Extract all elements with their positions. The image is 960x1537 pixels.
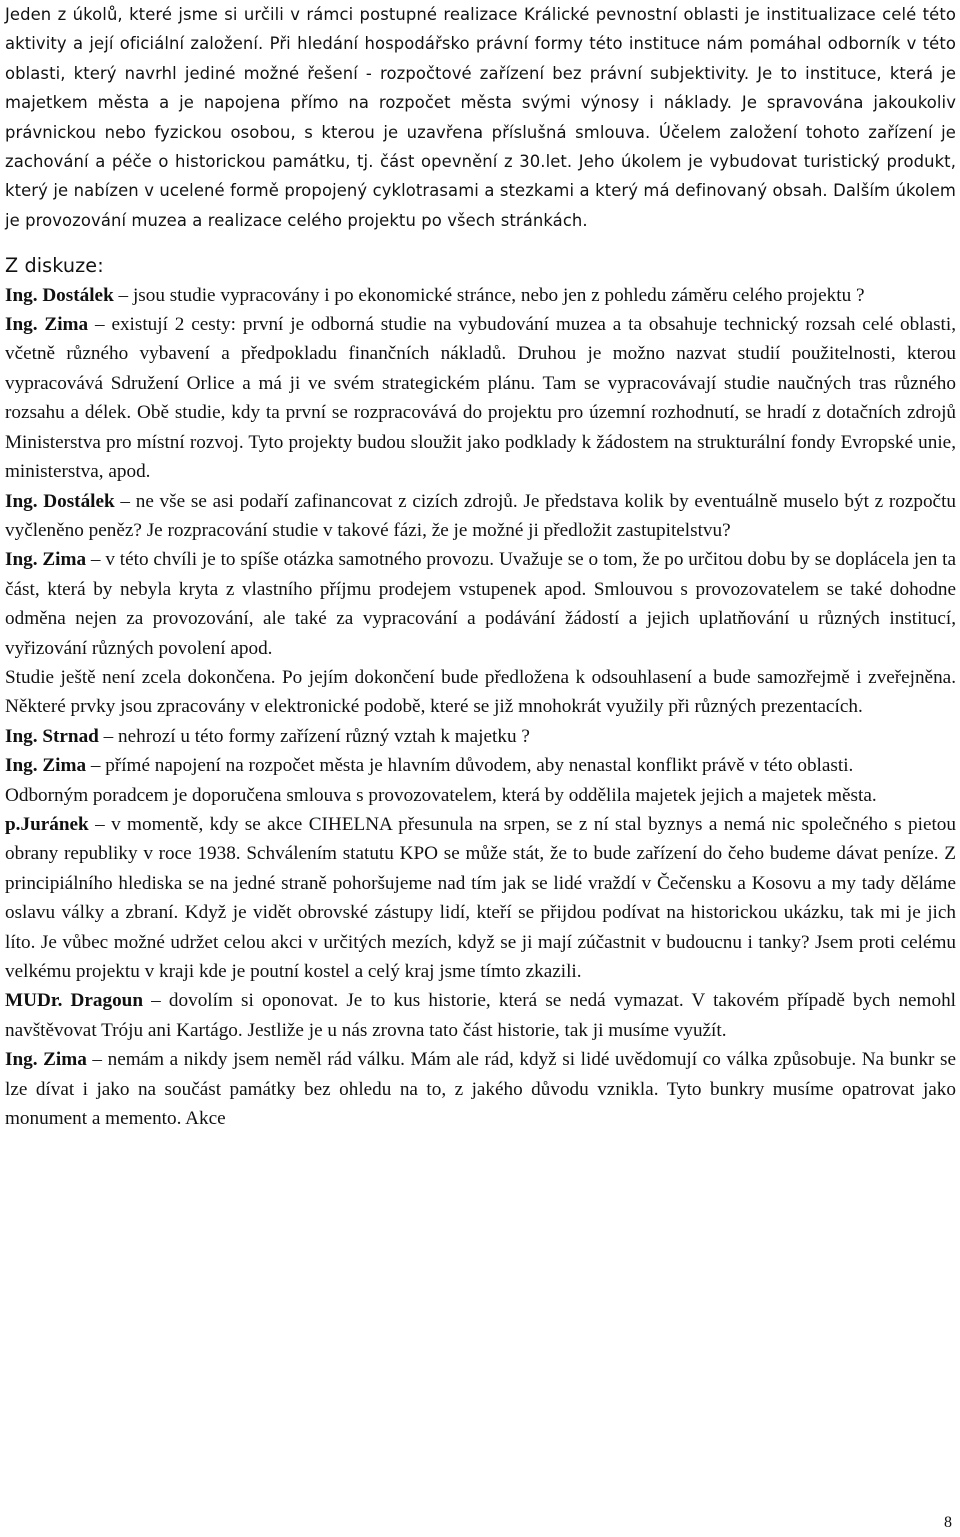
page-number: 8 [944, 1514, 952, 1531]
speaker-name: Juránek [20, 813, 89, 835]
discussion-entry [5, 281, 956, 310]
document-page [5, 0, 956, 1133]
entry-text: – v momentě, kdy se akce CIHELNA přesunula na srpen, se z ní stal byznys a nemá nic společného s pietou obrany republiky v roce 1938. Schválením statutu KPO se může stát, že to bude zařízení do čeho budeme dávat peníze. Z principiálního hlediska se na jedné straně pohoršujeme nad tím jak se lidé vraždí v Čečensku a Kosovu a my tady děláme oslavu války a zbraní. Když je vidět obrovské zástupy lidí, kteří se přijdou podívat na historickou ukázku, tak mi je jich líto. Je vůbec možné udržet celou akci v určitých mezích, když se ji mají zúčastnit v budoucnu i tanky? Jsem proti celému velkému projektu v kraji kde je poutní kostel a celý kraj jsme tímto zkazili. [5, 813, 956, 982]
intro-sentence-1: Jeden z úkolů, které jsme si určili v rámci postupné realizace Králické pevnostní oblasti je institualizace celé této aktivity a její oficiální založení. [5, 5, 956, 54]
entry-text: – existují 2 cesty: první je odborná studie na vybudování muzea a ta obsahuje technický rozsah celé oblasti, včetně různého vybavení a předpokladu finančních nákladů. Druhou je možno nazvat studií použitelnosti, kterou vypracovává Sdružení Orlice a má ji ve svém strategickém plánu. Tam se vypracovávají studie naučných tras různého rozsahu a délek. Obě studie, kdy ta první se rozpracovává do projektu pro územní rozhodnutí, se hradí z dotačních zdrojů Ministerstva pro místní rozvoj. Tyto projekty budou sloužit jako podklady k žádostem na strukturální fondy Evropské unie, ministerstva, apod. [5, 314, 957, 483]
entry-text: – v této chvíli je to spíše otázka samotného provozu. Uvažuje se o tom, že po určitou dobu by se doplácela jen ta část, která by nebyla kryta z vlastního příjmu prodejem vstupenek apod. Smlouvou s provozovatelem se také dohodne odměna nejen za provozování, ale také za vypracování a podávání žádostí a jejich uplatňování u různých institucí, vyřizování různých povolení apod. [5, 549, 957, 659]
speaker-name: Dostálek [42, 284, 114, 306]
discussion-entry [5, 487, 956, 546]
speaker-name: Strnad [42, 725, 99, 747]
intro-sentence-2: Při hledání hospodářsko právní formy této instituce nám pomáhal odborník v této oblasti, který navrhl jediné možné řešení - rozpočtové zařízení bez právní subjektivity. [5, 34, 957, 83]
intro-paragraph [5, 0, 956, 235]
entry-text: – ne vše se asi podaří zafinancovat z cizích zdrojů. Je představa kolik by eventuálně muselo být z rozpočtu vyčleněno peněz? Je rozpracování studie v takové fázi, že je možné ji předložit zastupitelstvu? [5, 490, 956, 541]
speaker-title: Ing. [5, 725, 38, 747]
intro-sentence-5: Účelem založení tohoto zařízení je zachování a péče o historickou památku, tj. část opevnění z 30.let. [5, 122, 956, 172]
discussion-entry [5, 986, 956, 1045]
discussion-heading: Z diskuze: [5, 254, 104, 278]
speaker-title: Ing. [5, 314, 38, 336]
speaker-title: Ing. [5, 549, 38, 571]
speaker-name: Zima [43, 1049, 87, 1071]
discussion-entry [5, 751, 956, 780]
entry-text: – dovolím si oponovat. Je to kus historie, která se nedá vymazat. V takovém případě bych nemohl navštěvovat Tróju ani Kartágo. Jestliže je u nás zrovna tato část historie, tak ji musíme využít. [5, 990, 956, 1041]
discussion-entry [5, 810, 956, 986]
intro-sentence-4: Je spravována jakoukoliv právnickou nebo fyzickou osobou, s kterou je uzavřena příslušná smlouva. [5, 93, 957, 142]
advisor-note: Odborným poradcem je doporučena smlouva s provozovatelem, která by oddělila majetek jejich a majetek města. [5, 784, 877, 806]
speaker-title: Ing. [5, 755, 38, 777]
entry-text: – jsou studie vypracovány i po ekonomické stránce, nebo jen z pohledu záměru celého projektu ? [113, 284, 865, 306]
intro-sentence-6: Jeho úkolem je vybudovat turistický produkt, který je nabízen v ucelené formě propojený cyklotrasami a stezkami a který má definovaný obsah. [5, 152, 957, 201]
discussion-entry [5, 545, 956, 663]
speaker-name: Zima [42, 549, 87, 571]
entry-text: – nemám a nikdy jsem neměl rád válku. Mám ale rád, když si lidé uvědomují co válka způsobuje. Na bunkr se lze dívat i jako na součást památky bez ohledu na to, z jakého důvodu vznikla. Tyto bunkry musíme opatrovat jako monument a memento. Akce [5, 1049, 956, 1130]
intro-sentence-3: Je to instituce, která je majetkem města a je napojena přímo na rozpočet města svými výnosy i náklady. [5, 63, 957, 113]
discussion-entry [5, 1045, 956, 1133]
speaker-name: Dostálek [43, 490, 115, 512]
discussion-entry [5, 310, 956, 486]
speaker-title: MUDr. [5, 990, 63, 1012]
speaker-name: Zima [44, 314, 89, 336]
speaker-name: Dragoun [70, 990, 144, 1012]
speaker-title: p. [5, 813, 21, 835]
speaker-title: Ing. [5, 1049, 38, 1071]
entry-text: – nehrozí u této formy zařízení různý vztah k majetku ? [98, 725, 530, 747]
discussion-entry [5, 722, 956, 751]
speaker-name: Zima [42, 755, 87, 777]
spacer [5, 235, 956, 251]
intro-sentence-7: Dalším úkolem je provozování muzea a realizace celého projektu po všech stránkách. [5, 181, 956, 230]
study-note: Studie ještě není zcela dokončena. Po jejím dokončení bude předložena k odsouhlasení a bude samozřejmě i zveřejněna. Některé prvky jsou zpracovány v elektronické podobě, které se již mnohokrát využily při různých prezentacích. [5, 666, 956, 718]
speaker-title: Ing. [5, 490, 38, 512]
speaker-title: Ing. [5, 284, 38, 306]
entry-text: – přímé napojení na rozpočet města je hlavním důvodem, aby nenastal konflikt právě v této oblasti. [86, 755, 854, 777]
